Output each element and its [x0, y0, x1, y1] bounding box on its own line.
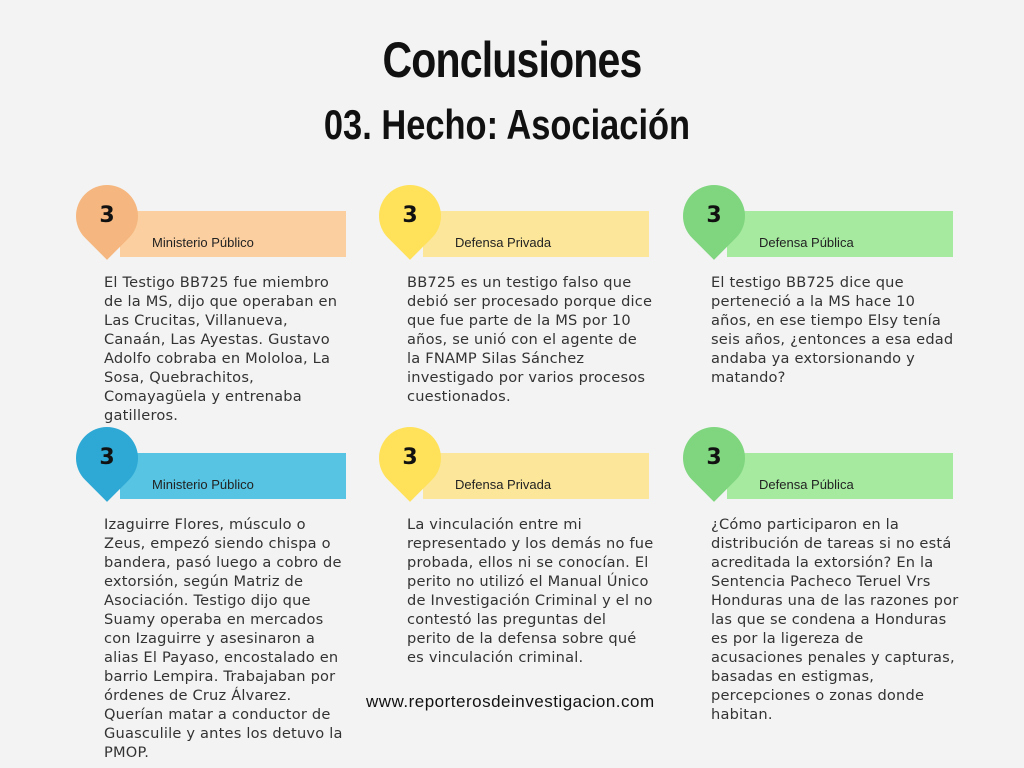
card-number: 3 [99, 203, 115, 228]
card-number: 3 [402, 445, 418, 470]
page-subtitle: 03. Hecho: Asociación [323, 101, 691, 148]
card-number: 3 [706, 445, 722, 470]
card-text: BB725 es un testigo falso que debió ser procesado porque dice que fue parte de la MS por 10 años, se unió con el agente de la FNAMP Silas Sánchez investigado por varios procesos cuestionados. [407, 274, 653, 405]
website-url: www.reporterosdeinvestigacion.com [366, 692, 655, 711]
card-label: Ministerio Público [152, 235, 254, 250]
card-label: Defensa Privada [455, 477, 552, 492]
card-label: Defensa Privada [455, 235, 552, 250]
card-text: Izaguirre Flores, músculo o Zeus, empezó siendo chispa o bandera, pasó luego a cobro de extorsión, según Matriz de Asociación. Testigo dijo que Suamy operaba en mercados con Izaguirre y asesinaron a alias El Payaso, encostalado en barrio Lempira. Trabajaban por órdenes de Cruz Álvarez. Querían matar a conductor de Guasculile y antes los detuvo la PMOP. [104, 516, 343, 761]
card-text: El testigo BB725 dice que perteneció a la MS hace 10 años, en ese tiempo Elsy tenía seis años, ¿entonces a esa edad andaba ya extorsionando y matando? [711, 274, 954, 386]
card-label: Ministerio Público [152, 477, 254, 492]
card-number: 3 [99, 445, 115, 470]
card-label: Defensa Pública [759, 235, 854, 250]
page-title: Conclusiones [382, 32, 642, 88]
card-text: ¿Cómo participaron en la distribución de tareas si no está acreditada la extorsión? En la Sentencia Pacheco Teruel Vrs Honduras una de las razones por las que se condena a Honduras es por la ligereza de acusaciones penales y capturas, basadas en estigmas, percepciones o zonas donde habitan. [711, 516, 959, 723]
card-label: Defensa Pública [759, 477, 854, 492]
card-text: El Testigo BB725 fue miembro de la MS, dijo que operaban en Las Crucitas, Villanueva, Canaán, Las Ayestas. Gustavo Adolfo cobraba en Mololoa, La Sosa, Quebrachitos, Comayagüela y entrenaba gatilleros. [104, 274, 338, 424]
card-number: 3 [402, 203, 418, 228]
card-text: La vinculación entre mi representado y los demás no fue probada, ellos ni se conocían. El perito no utilizó el Manual Único de Investigación Criminal y el no contestó las preguntas del perito de la defensa sobre qué es vinculación criminal. [407, 516, 654, 666]
card-number: 3 [706, 203, 722, 228]
